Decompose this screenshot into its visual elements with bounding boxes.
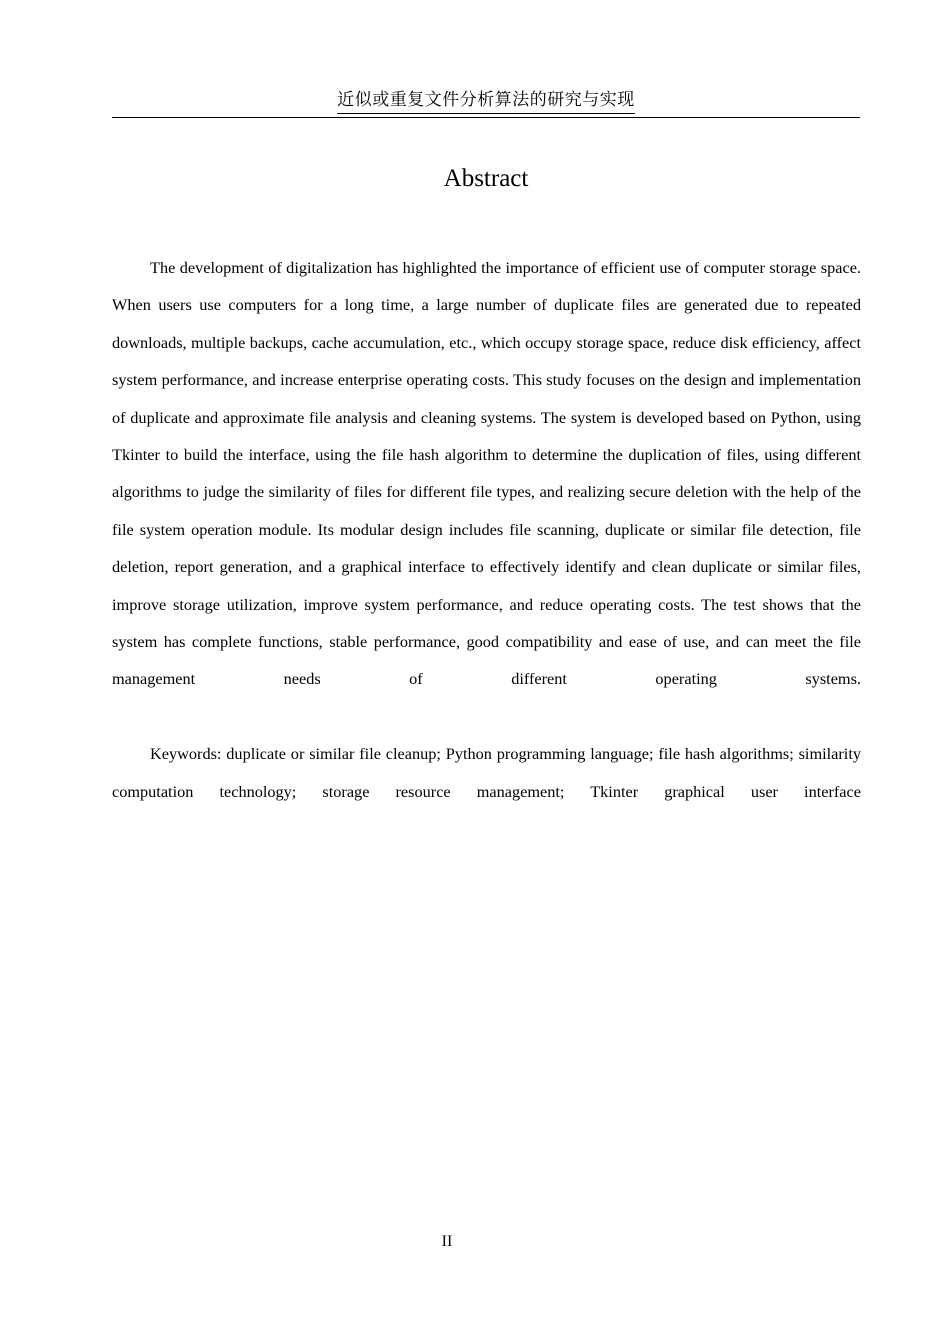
page-number-value: II [441, 1233, 453, 1250]
abstract-body [112, 249, 861, 848]
page-number-footer [0, 1231, 950, 1253]
keywords-paragraph: Keywords: duplicate or similar file cleanup; Python programming language; file hash algorithms; similarity computation technology; storage resource management; Tkinter graphical user interface [112, 744, 861, 801]
abstract-paragraph: The development of digitalization has highlighted the importance of efficient use of computer storage space. When users use computers for a long time, a large number of duplicate files are generated due to repeated downloads, multiple backups, cache accumulation, etc., which occupy storage space, reduce disk efficiency, affect system performance, and increase enterprise operating costs. This study focuses on the design and implementation of duplicate and approximate file analysis and cleaning systems. The system is developed based on Python, using Tkinter to build the interface, using the file hash algorithm to determine the duplication of files, using different algorithms to judge the similarity of files for different file types, and realizing secure deletion with the help of the file system operation module. Its modular design includes file scanning, duplicate or similar file detection, file deletion, report generation, and a graphical interface to effectively identify and clean duplicate or similar files, improve storage utilization, improve system performance, and reduce operating costs. The test shows that the system has complete functions, stable performance, good compatibility and ease of use, and can meet the file management needs of different operating systems. [112, 258, 861, 689]
running-header [112, 88, 860, 114]
header-divider-rule [112, 117, 860, 118]
running-header-title: 近似或重复文件分析算法的研究与实现 [337, 88, 635, 114]
page-title: Abstract [443, 164, 529, 192]
